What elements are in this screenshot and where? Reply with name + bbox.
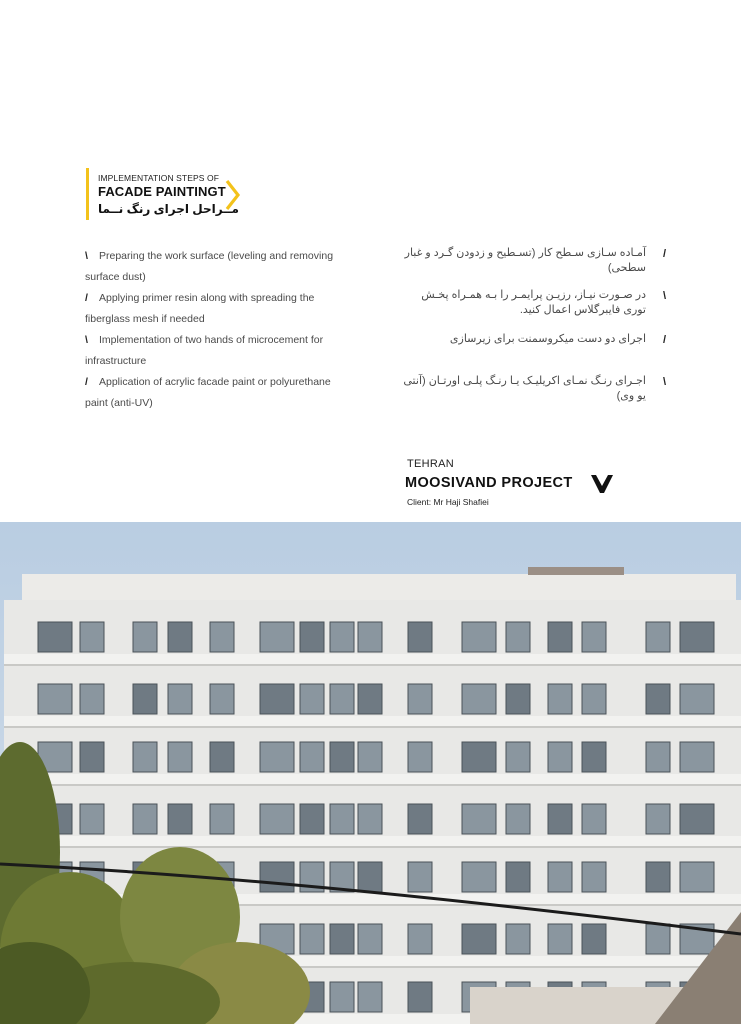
window — [680, 684, 714, 714]
step-en-4 — [85, 372, 343, 414]
window — [330, 982, 354, 1012]
window — [506, 684, 530, 714]
step-marker: \ — [85, 250, 88, 262]
step-text: اجرای دو دست میکروسمنت برای زیرسازی — [449, 333, 646, 345]
window — [506, 924, 530, 954]
window — [133, 804, 157, 834]
window — [300, 804, 324, 834]
window — [462, 742, 496, 772]
step-text: آمـاده سـازی سـطح کار (تسـطیح و زدودن گـرد و غبار سطحی) — [404, 247, 646, 274]
floor-shadow — [4, 846, 741, 848]
window — [80, 684, 104, 714]
roof-equipment — [528, 567, 624, 575]
floor-shadow — [4, 784, 741, 786]
window — [548, 742, 572, 772]
step-fa-4 — [400, 374, 670, 404]
window — [210, 742, 234, 772]
header-line-1: IMPLEMENTATION STEPS OF — [98, 173, 219, 183]
window — [210, 804, 234, 834]
project-caption — [405, 456, 625, 512]
window — [548, 924, 572, 954]
floor-band — [4, 654, 741, 664]
step-text: Implementation of two hands of microcement for infrastructure — [85, 334, 324, 367]
window — [260, 684, 294, 714]
window — [358, 862, 382, 892]
roof-parapet — [22, 574, 736, 600]
window — [548, 684, 572, 714]
header-title: FACADE PAINTINGT — [98, 184, 226, 199]
window — [582, 684, 606, 714]
accent-bar — [86, 168, 89, 220]
step-marker: / — [662, 334, 666, 346]
header-title-persian: مــراحل اجرای رنگ نــما — [98, 202, 239, 216]
step-text: Applying primer resin along with spreading the fiberglass mesh if needed — [85, 292, 315, 325]
window — [408, 862, 432, 892]
window — [408, 982, 432, 1012]
window — [408, 622, 432, 652]
window — [582, 804, 606, 834]
step-en-2 — [85, 288, 343, 330]
window — [300, 684, 324, 714]
project-city: TEHRAN — [407, 458, 455, 470]
window — [38, 684, 72, 714]
window — [646, 862, 670, 892]
window — [646, 622, 670, 652]
window — [300, 622, 324, 652]
window — [462, 684, 496, 714]
floor-band — [4, 716, 741, 726]
window — [548, 862, 572, 892]
window — [300, 742, 324, 772]
chevron-right-icon — [224, 178, 242, 212]
window — [408, 684, 432, 714]
window — [210, 622, 234, 652]
step-text: Preparing the work surface (leveling and removing surface dust) — [85, 250, 334, 283]
facade-illustration — [0, 522, 741, 1024]
window — [680, 622, 714, 652]
project-client: Client: Mr Haji Shafiei — [407, 497, 489, 507]
window — [506, 862, 530, 892]
window — [358, 622, 382, 652]
window — [680, 862, 714, 892]
window — [168, 742, 192, 772]
step-marker: / — [662, 248, 666, 260]
window — [646, 924, 670, 954]
window — [582, 862, 606, 892]
window — [330, 804, 354, 834]
window — [260, 862, 294, 892]
step-text: Application of acrylic facade paint or polyurethane paint (anti-UV) — [85, 376, 331, 409]
window — [582, 622, 606, 652]
window — [408, 742, 432, 772]
window — [260, 622, 294, 652]
floor-band — [4, 774, 741, 784]
window — [506, 742, 530, 772]
window — [462, 862, 496, 892]
window — [260, 804, 294, 834]
window — [210, 684, 234, 714]
window — [330, 622, 354, 652]
window — [133, 684, 157, 714]
steps-persian — [400, 246, 670, 404]
window — [548, 622, 572, 652]
window — [330, 924, 354, 954]
step-text: در صـورت نیـاز، رزیـن پرایمـر را بـه همـراه پخـش توری فایبرگلاس اعمال کنید. — [421, 289, 646, 316]
window — [408, 804, 432, 834]
window — [168, 804, 192, 834]
window — [300, 924, 324, 954]
window — [358, 742, 382, 772]
window — [582, 742, 606, 772]
window — [330, 684, 354, 714]
window — [582, 924, 606, 954]
window — [168, 622, 192, 652]
window — [646, 804, 670, 834]
step-text: اجـرای رنـگ نمـای اکریلیـک یـا رنـگ پلـی اورتـان (آنتی یو وی) — [403, 375, 646, 402]
window — [358, 804, 382, 834]
window — [330, 742, 354, 772]
window — [260, 742, 294, 772]
window — [506, 804, 530, 834]
v-logo-icon — [591, 475, 613, 493]
window — [646, 684, 670, 714]
steps-english — [85, 246, 343, 414]
neighbour-building — [470, 987, 685, 1024]
step-marker: \ — [662, 290, 666, 302]
step-marker: \ — [662, 376, 666, 388]
window — [462, 622, 496, 652]
floor-band — [4, 836, 741, 846]
step-marker: / — [85, 292, 88, 304]
window — [358, 924, 382, 954]
step-en-3 — [85, 330, 343, 372]
window — [358, 684, 382, 714]
window — [408, 924, 432, 954]
window — [646, 742, 670, 772]
window — [680, 804, 714, 834]
step-marker: \ — [85, 334, 88, 346]
building-facade-photo — [0, 522, 741, 1024]
window — [506, 622, 530, 652]
window — [80, 622, 104, 652]
window — [80, 742, 104, 772]
window — [80, 804, 104, 834]
window — [358, 982, 382, 1012]
step-fa-3 — [400, 332, 670, 347]
window — [548, 804, 572, 834]
window — [462, 924, 496, 954]
step-en-1 — [85, 246, 343, 288]
step-fa-2 — [400, 288, 670, 318]
window — [168, 684, 192, 714]
window — [680, 742, 714, 772]
window — [133, 622, 157, 652]
floor-shadow — [4, 664, 741, 666]
floor-shadow — [4, 726, 741, 728]
step-fa-1 — [400, 246, 670, 276]
window — [133, 742, 157, 772]
window — [462, 804, 496, 834]
project-name: MOOSIVAND PROJECT — [405, 475, 573, 491]
step-marker: / — [85, 376, 88, 388]
window — [38, 622, 72, 652]
